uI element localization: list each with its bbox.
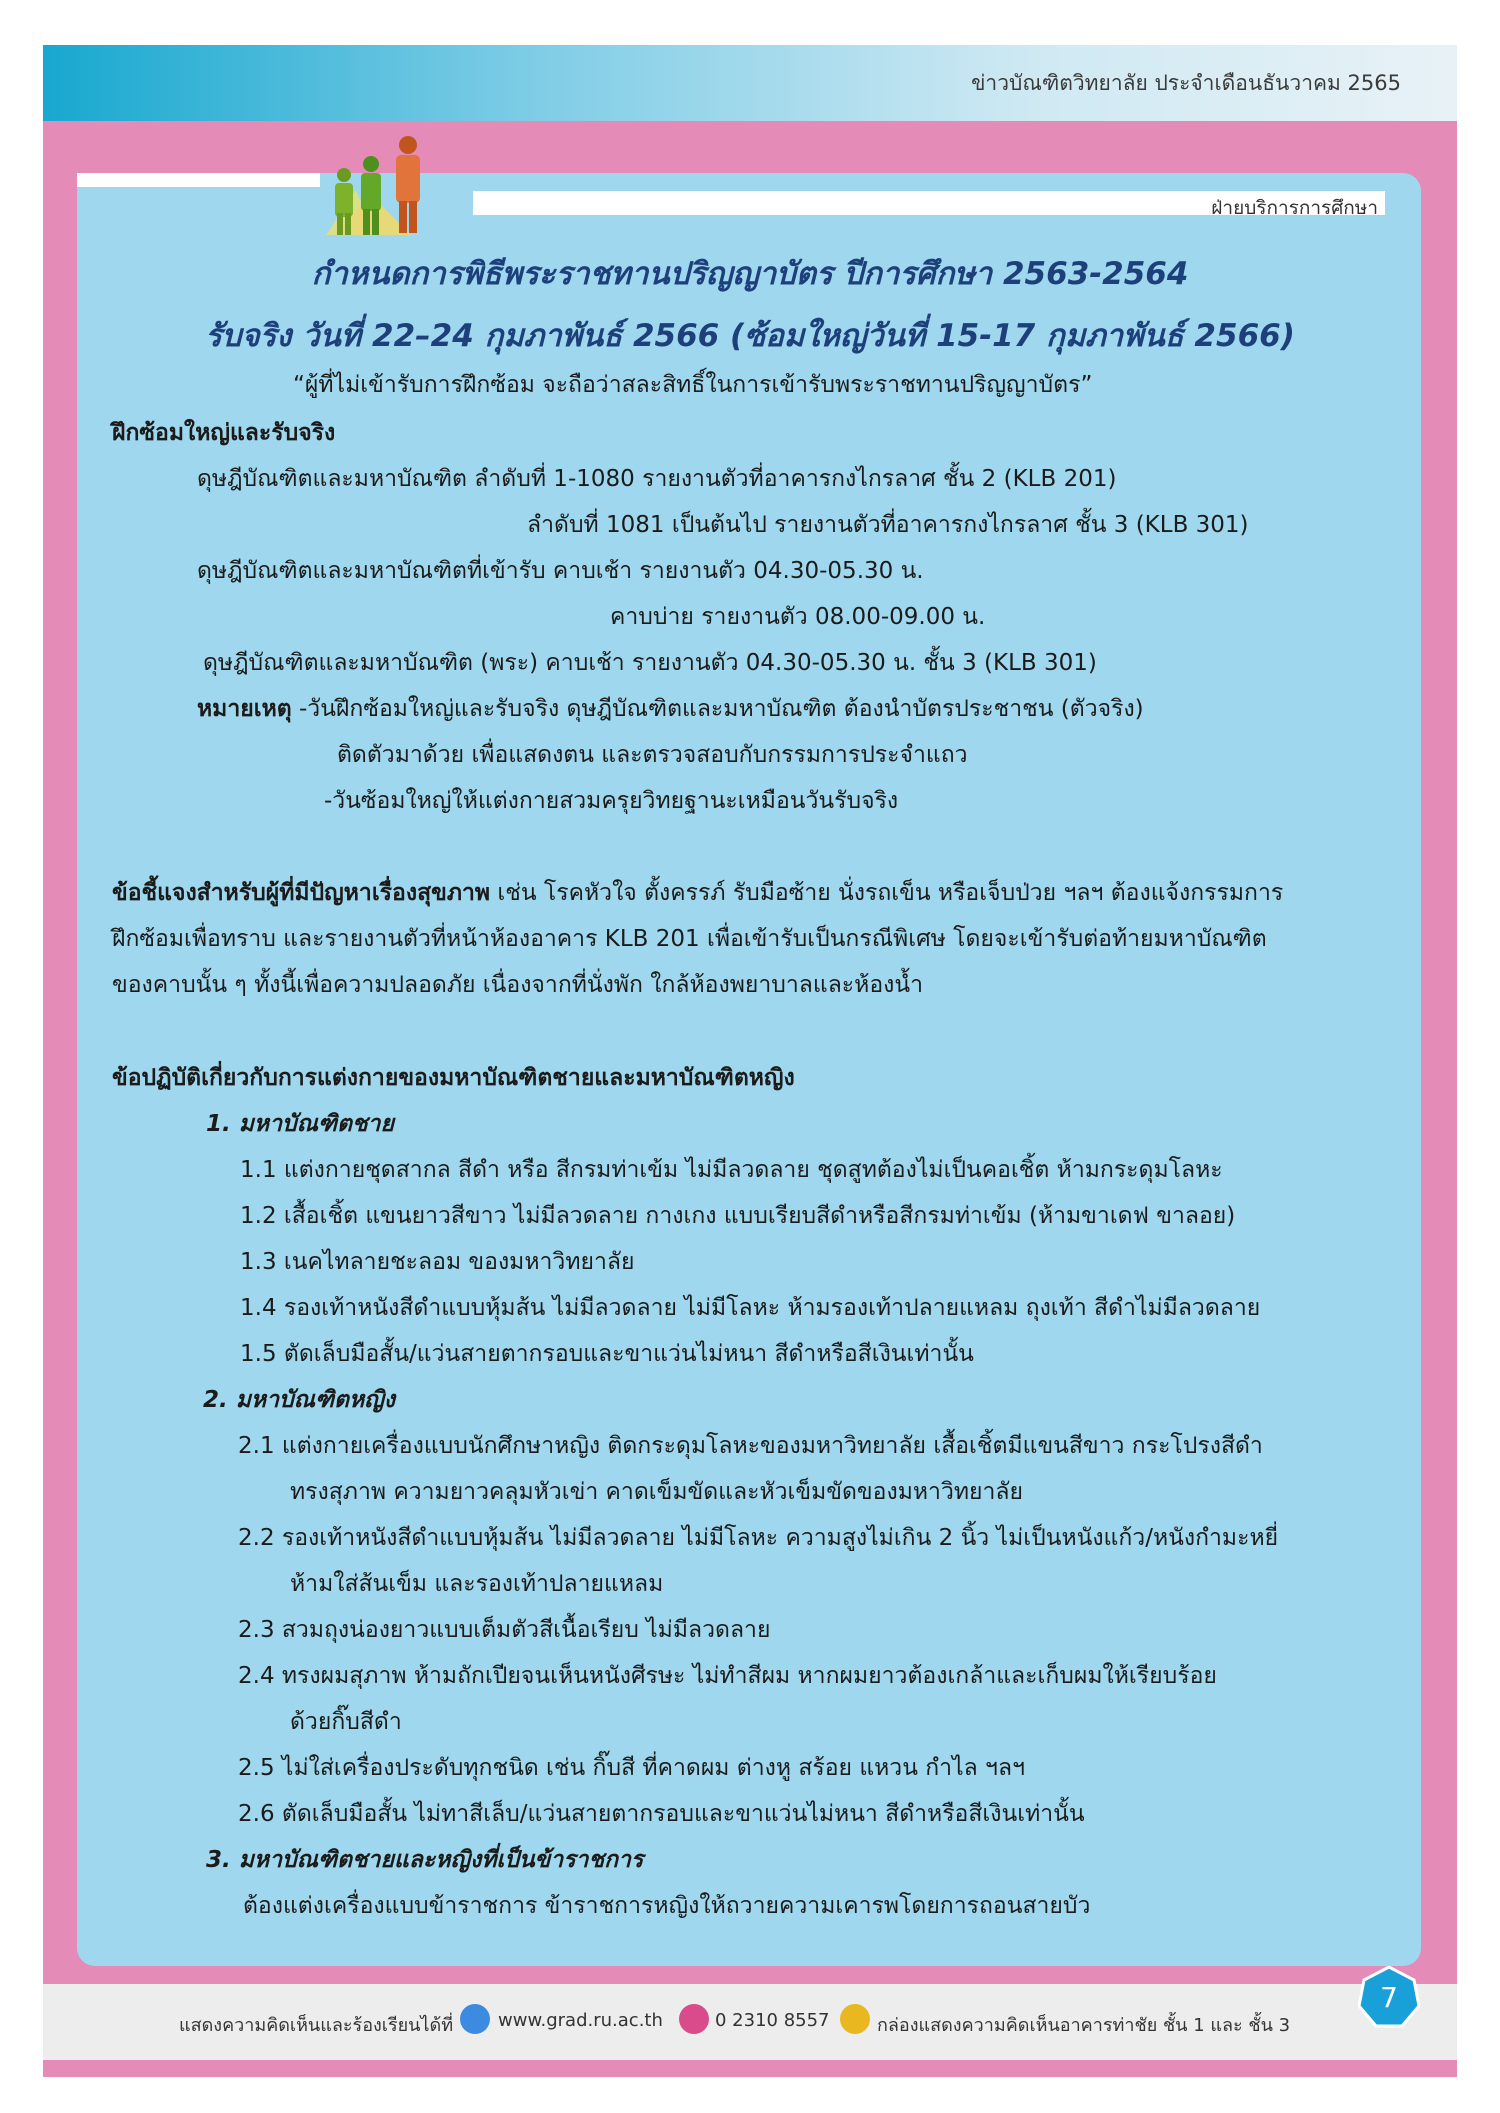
health-label: ข้อชี้แจงสำหรับผู้ที่มีปัญหาเรื่องสุขภาพ: [112, 880, 491, 906]
rehearsal-line-1: ดุษฎีบัณฑิตและมหาบัณฑิต ลำดับที่ 1-1080 รายงานตัวที่อาคารกงไกรลาศ ชั้น 2 (KLB 201): [197, 466, 1117, 492]
female-heading: 2. มหาบัณฑิตหญิง: [203, 1387, 395, 1413]
male-heading: 1. มหาบัณฑิตชาย: [206, 1111, 394, 1137]
civil-servant-heading: 3. มหาบัณฑิตชายและหญิงที่เป็นข้าราชการ: [206, 1847, 644, 1873]
web-icon: [460, 2004, 490, 2034]
male-item-5: 1.5 ตัดเล็บมือสั้น/แว่นสายตากรอบและขาแว่นไม่หนา สีดำหรือสีเงินเท่านั้น: [240, 1341, 974, 1367]
rehearsal-line-5: ดุษฎีบัณฑิตและมหาบัณฑิต (พระ) คาบเช้า รายงานตัว 04.30-05.30 น. ชั้น 3 (KLB 301): [203, 650, 1097, 676]
footer-website[interactable]: www.grad.ru.ac.th: [498, 2010, 663, 2031]
phone-icon: [679, 2004, 709, 2034]
page-number: 7: [1380, 1981, 1398, 2014]
department-label: ฝ่ายบริการการศึกษา: [1211, 197, 1378, 219]
rehearsal-heading: ฝึกซ้อมใหญ่และรับจริง: [112, 420, 336, 446]
footer-comment-box: กล่องแสดงความคิดเห็นอาคารท่าชัย ชั้น 1 และ ชั้น 3: [877, 2015, 1291, 2036]
male-item-1: 1.1 แต่งกายชุดสากล สีดำ หรือ สีกรมท่าเข้ม ไม่มีลวดลาย ชุดสูทต้องไม่เป็นคอเชิ้ต ห้ามกระดุมโลหะ: [240, 1157, 1223, 1183]
female-item-2a: 2.2 รองเท้าหนังสีดำแบบหุ้มส้น ไม่มีลวดลาย ไม่มีโลหะ ความสูงไม่เกิน 2 นิ้ว ไม่เป็นหนังแก้ว/หนังกำมะหยี่: [238, 1525, 1279, 1551]
rehearsal-line-2: ลำดับที่ 1081 เป็นต้นไป รายงานตัวที่อาคารกงไกรลาศ ชั้น 3 (KLB 301): [527, 512, 1249, 538]
female-item-6: 2.6 ตัดเล็บมือสั้น ไม่ทาสีเล็บ/แว่นสายตากรอบและขาแว่นไม่หนา สีดำหรือสีเงินเท่านั้น: [238, 1801, 1085, 1827]
female-item-4a: 2.4 ทรงผมสุภาพ ห้ามถักเปียจนเห็นหนังศีรษะ ไม่ทำสีผม หากผมยาวต้องเกล้าและเก็บผมให้เรียบร้อย: [238, 1663, 1217, 1689]
note-label: หมายเหตุ: [197, 696, 292, 722]
page-number-badge: [1358, 1966, 1420, 2028]
female-item-4b: ด้วยกิ๊บสีดำ: [290, 1709, 402, 1735]
female-item-3: 2.3 สวมถุงน่องยาวแบบเต็มตัวสีเนื้อเรียบ ไม่มีลวดลาย: [238, 1617, 771, 1643]
header-stripe-left: [77, 173, 320, 187]
health-line-1: [112, 880, 1283, 908]
footer-bar: [43, 1984, 1457, 2060]
comment-box-icon: [840, 2004, 870, 2034]
note-line-3: -วันซ้อมใหญ่ให้แต่งกายสวมครุยวิทยฐานะเหมือนวันรับจริง: [324, 788, 899, 814]
female-item-2b: ห้ามใส่ส้นเข็ม และรองเท้าปลายแหลม: [290, 1571, 664, 1597]
female-item-5: 2.5 ไม่ใส่เครื่องประดับทุกชนิด เช่น กิ๊บสี ที่คาดผม ต่างหู สร้อย แหวน กำไล ฯลฯ: [238, 1755, 1025, 1781]
health-line-3: ของคาบนั้น ๆ ทั้งนี้เพื่อความปลอดภัย เนื่องจากที่นั่งพัก ใกล้ห้องพยาบาลและห้องน้ำ: [112, 972, 923, 998]
note-text-1: -วันฝึกซ้อมใหญ่และรับจริง ดุษฎีบัณฑิตและมหาบัณฑิต ต้องนำบัตรประชาชน (ตัวจริง): [291, 696, 1144, 722]
people-figures-icon: [316, 135, 466, 235]
rehearsal-line-4: คาบบ่าย รายงานตัว 08.00-09.00 น.: [610, 604, 986, 630]
health-text-1: เช่น โรคหัวใจ ตั้งครรภ์ รับมือซ้าย นั่งรถเข็น หรือเจ็บป่วย ฯลฯ ต้องแจ้งกรรมการ: [490, 880, 1284, 906]
note-line-2: ติดตัวมาด้วย เพื่อแสดงตน และตรวจสอบกับกรรมการประจำแถว: [337, 742, 968, 768]
note-line-1: [197, 696, 1144, 724]
male-item-2: 1.2 เสื้อเชิ้ต แขนยาวสีขาว ไม่มีลวดลาย กางเกง แบบเรียบสีดำหรือสีกรมท่าเข้ม (ห้ามขาเดฟ ขาลอย): [240, 1203, 1236, 1229]
quote: “ผู้ที่ไม่เข้ารับการฝึกซ้อม จะถือว่าสละสิทธิ์ในการเข้ารับพระราชทานปริญญาบัตร”: [293, 372, 1093, 398]
female-item-1b: ทรงสุภาพ ความยาวคลุมหัวเข่า คาดเข็มขัดและหัวเข็มขัดของมหาวิทยาลัย: [290, 1479, 1023, 1505]
ceremony-dates: รับจริง วันที่ 22–24 กุมภาพันธ์ 2566 (ซ้อมใหญ่วันที่ 15-17 กุมภาพันธ์ 2566): [205, 318, 1295, 354]
civil-servant-item: ต้องแต่งเครื่องแบบข้าราชการ ข้าราชการหญิงให้ถวายความเคารพโดยการถอนสายบัว: [243, 1893, 1091, 1919]
footer-comment-text: แสดงความคิดเห็นและร้องเรียนได้ที่: [179, 2015, 454, 2036]
footer-phone: 0 2310 8557: [715, 2010, 830, 2031]
dress-heading: ข้อปฏิบัติเกี่ยวกับการแต่งกายของมหาบัณฑิตชายและมหาบัณฑิตหญิง: [112, 1065, 795, 1091]
female-item-1a: 2.1 แต่งกายเครื่องแบบนักศึกษาหญิง ติดกระดุมโลหะของมหาวิทยาลัย เสื้อเชิ้ตมีแขนสีขาว กระโปรงสีดำ: [238, 1433, 1263, 1459]
male-item-4: 1.4 รองเท้าหนังสีดำแบบหุ้มส้น ไม่มีลวดลาย ไม่มีโลหะ ห้ามรองเท้าปลายแหลม ถุงเท้า สีดำไม่มีลวดลาย: [240, 1295, 1261, 1321]
rehearsal-line-3: ดุษฎีบัณฑิตและมหาบัณฑิตที่เข้ารับ คาบเช้า รายงานตัว 04.30-05.30 น.: [197, 558, 924, 584]
health-line-2: ฝึกซ้อมเพื่อทราบ และรายงานตัวที่หน้าห้องอาคาร KLB 201 เพื่อเข้ารับเป็นกรณีพิเศษ โดยจะเข้ารับต่อท้ายมหาบัณฑิต: [112, 926, 1267, 952]
header-band: [43, 45, 1457, 121]
ceremony-title: กำหนดการพิธีพระราชทานปริญญาบัตร ปีการศึกษา 2563-2564: [311, 256, 1189, 292]
male-item-3: 1.3 เนคไทลายชะลอม ของมหาวิทยาลัย: [240, 1249, 635, 1275]
newsletter-title: ข่าวบัณฑิตวิทยาลัย ประจำเดือนธันวาคม 2565: [971, 71, 1401, 95]
